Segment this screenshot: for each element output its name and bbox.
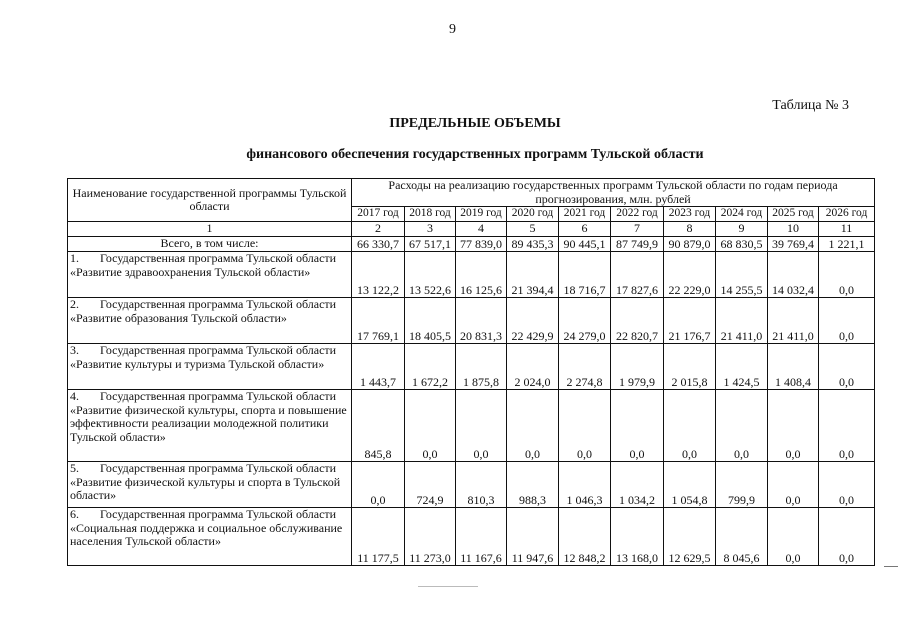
year-header: 2025 год xyxy=(768,207,819,222)
program-value: 12 629,5 xyxy=(664,508,716,566)
program-value: 0,0 xyxy=(716,390,768,462)
program-name: Государственная программа Тульской области «Развитие физической культуры и спорта в Тульской области» xyxy=(70,461,341,502)
program-value: 1 443,7 xyxy=(352,344,405,390)
total-value: 39 769,4 xyxy=(768,237,819,252)
program-value: 0,0 xyxy=(768,390,819,462)
program-value: 799,9 xyxy=(716,462,768,508)
program-cell xyxy=(68,252,352,298)
program-value: 22 429,9 xyxy=(507,298,559,344)
program-row xyxy=(68,344,875,390)
budget-table xyxy=(67,178,875,566)
program-value: 1 054,8 xyxy=(664,462,716,508)
program-value: 11 167,6 xyxy=(456,508,507,566)
column-number: 3 xyxy=(405,222,456,237)
program-value: 724,9 xyxy=(405,462,456,508)
year-header: 2019 год xyxy=(456,207,507,222)
program-value: 0,0 xyxy=(611,390,664,462)
total-value: 66 330,7 xyxy=(352,237,405,252)
program-value: 16 125,6 xyxy=(456,252,507,298)
total-value: 90 879,0 xyxy=(664,237,716,252)
program-index: 5. xyxy=(70,461,79,475)
column-number: 5 xyxy=(507,222,559,237)
total-value: 67 517,1 xyxy=(405,237,456,252)
program-value: 21 394,4 xyxy=(507,252,559,298)
program-value: 18 405,5 xyxy=(405,298,456,344)
program-name: Государственная программа Тульской области «Развитие физической культуры, спорта и повышение эффективности реализации молодежной политики Тульской области» xyxy=(70,389,347,444)
program-value: 0,0 xyxy=(819,298,875,344)
year-header: 2024 год xyxy=(716,207,768,222)
header-expenses: Расходы на реализацию государственных программ Тульской области по годам периода прогнозирования, млн. рублей xyxy=(352,179,875,207)
total-value: 1 221,1 xyxy=(819,237,875,252)
program-row xyxy=(68,390,875,462)
program-index: 3. xyxy=(70,343,79,357)
program-value: 0,0 xyxy=(819,462,875,508)
program-cell xyxy=(68,390,352,462)
program-value: 1 408,4 xyxy=(768,344,819,390)
column-number: 7 xyxy=(611,222,664,237)
column-number: 1 xyxy=(68,222,352,237)
program-value: 845,8 xyxy=(352,390,405,462)
program-cell xyxy=(68,462,352,508)
program-value: 1 672,2 xyxy=(405,344,456,390)
year-header: 2020 год xyxy=(507,207,559,222)
column-number: 8 xyxy=(664,222,716,237)
program-index: 2. xyxy=(70,297,79,311)
program-value: 13 168,0 xyxy=(611,508,664,566)
program-value: 20 831,3 xyxy=(456,298,507,344)
program-value: 2 024,0 xyxy=(507,344,559,390)
program-cell xyxy=(68,298,352,344)
program-value: 0,0 xyxy=(819,344,875,390)
page-number: 9 xyxy=(449,22,456,37)
column-number: 4 xyxy=(456,222,507,237)
document-subtitle: финансового обеспечения государственных программ Тульской области xyxy=(246,147,704,162)
program-value: 17 769,1 xyxy=(352,298,405,344)
year-header: 2022 год xyxy=(611,207,664,222)
program-value: 0,0 xyxy=(664,390,716,462)
year-header: 2023 год xyxy=(664,207,716,222)
total-label: Всего, в том числе: xyxy=(68,237,352,252)
program-value: 11 273,0 xyxy=(405,508,456,566)
program-value: 13 522,6 xyxy=(405,252,456,298)
program-name: Государственная программа Тульской области «Социальная поддержка и социальное обслуживание населения Тульской области» xyxy=(70,507,343,548)
program-cell xyxy=(68,344,352,390)
column-number: 2 xyxy=(352,222,405,237)
program-value: 8 045,6 xyxy=(716,508,768,566)
total-value: 68 830,5 xyxy=(716,237,768,252)
program-value: 22 820,7 xyxy=(611,298,664,344)
program-row xyxy=(68,508,875,566)
program-value: 12 848,2 xyxy=(559,508,611,566)
program-value: 13 122,2 xyxy=(352,252,405,298)
program-value: 1 979,9 xyxy=(611,344,664,390)
program-value: 1 424,5 xyxy=(716,344,768,390)
program-value: 2 015,8 xyxy=(664,344,716,390)
program-value: 0,0 xyxy=(405,390,456,462)
program-value: 11 177,5 xyxy=(352,508,405,566)
program-row xyxy=(68,298,875,344)
program-value: 18 716,7 xyxy=(559,252,611,298)
program-value: 1 046,3 xyxy=(559,462,611,508)
column-number-row xyxy=(68,222,875,237)
program-value: 24 279,0 xyxy=(559,298,611,344)
column-number: 9 xyxy=(716,222,768,237)
program-value: 14 032,4 xyxy=(768,252,819,298)
program-row xyxy=(68,252,875,298)
program-value: 1 034,2 xyxy=(611,462,664,508)
header-program-name: Наименование государственной программы Тульской области xyxy=(68,179,352,222)
program-value: 21 411,0 xyxy=(768,298,819,344)
program-cell xyxy=(68,508,352,566)
scan-mark xyxy=(884,566,898,567)
program-value: 0,0 xyxy=(768,462,819,508)
document-title: ПРЕДЕЛЬНЫЕ ОБЪЕМЫ xyxy=(389,116,561,131)
program-value: 14 255,5 xyxy=(716,252,768,298)
program-value: 0,0 xyxy=(456,390,507,462)
program-value: 11 947,6 xyxy=(507,508,559,566)
program-value: 0,0 xyxy=(507,390,559,462)
total-value: 87 749,9 xyxy=(611,237,664,252)
program-value: 0,0 xyxy=(352,462,405,508)
program-name: Государственная программа Тульской области «Развитие образования Тульской области» xyxy=(70,297,337,325)
program-value: 0,0 xyxy=(819,508,875,566)
program-value: 0,0 xyxy=(768,508,819,566)
year-header: 2026 год xyxy=(819,207,875,222)
program-index: 1. xyxy=(70,251,79,265)
total-row xyxy=(68,237,875,252)
year-header: 2021 год xyxy=(559,207,611,222)
program-index: 4. xyxy=(70,389,79,403)
program-value: 988,3 xyxy=(507,462,559,508)
total-value: 90 445,1 xyxy=(559,237,611,252)
program-value: 2 274,8 xyxy=(559,344,611,390)
program-name: Государственная программа Тульской области «Развитие культуры и туризма Тульской области» xyxy=(70,343,337,371)
program-value: 1 875,8 xyxy=(456,344,507,390)
year-header: 2017 год xyxy=(352,207,405,222)
program-name: Государственная программа Тульской области «Развитие здравоохранения Тульской области» xyxy=(70,251,337,279)
program-value: 22 229,0 xyxy=(664,252,716,298)
table-label: Таблица № 3 xyxy=(772,98,849,113)
program-value: 21 411,0 xyxy=(716,298,768,344)
program-row xyxy=(68,462,875,508)
total-value: 77 839,0 xyxy=(456,237,507,252)
program-value: 810,3 xyxy=(456,462,507,508)
year-header: 2018 год xyxy=(405,207,456,222)
scan-mark xyxy=(418,586,478,587)
program-value: 0,0 xyxy=(559,390,611,462)
program-value: 17 827,6 xyxy=(611,252,664,298)
program-value: 21 176,7 xyxy=(664,298,716,344)
program-value: 0,0 xyxy=(819,390,875,462)
program-index: 6. xyxy=(70,507,79,521)
program-value: 0,0 xyxy=(819,252,875,298)
column-number: 10 xyxy=(768,222,819,237)
total-value: 89 435,3 xyxy=(507,237,559,252)
column-number: 11 xyxy=(819,222,875,237)
column-number: 6 xyxy=(559,222,611,237)
header-row xyxy=(68,179,875,207)
